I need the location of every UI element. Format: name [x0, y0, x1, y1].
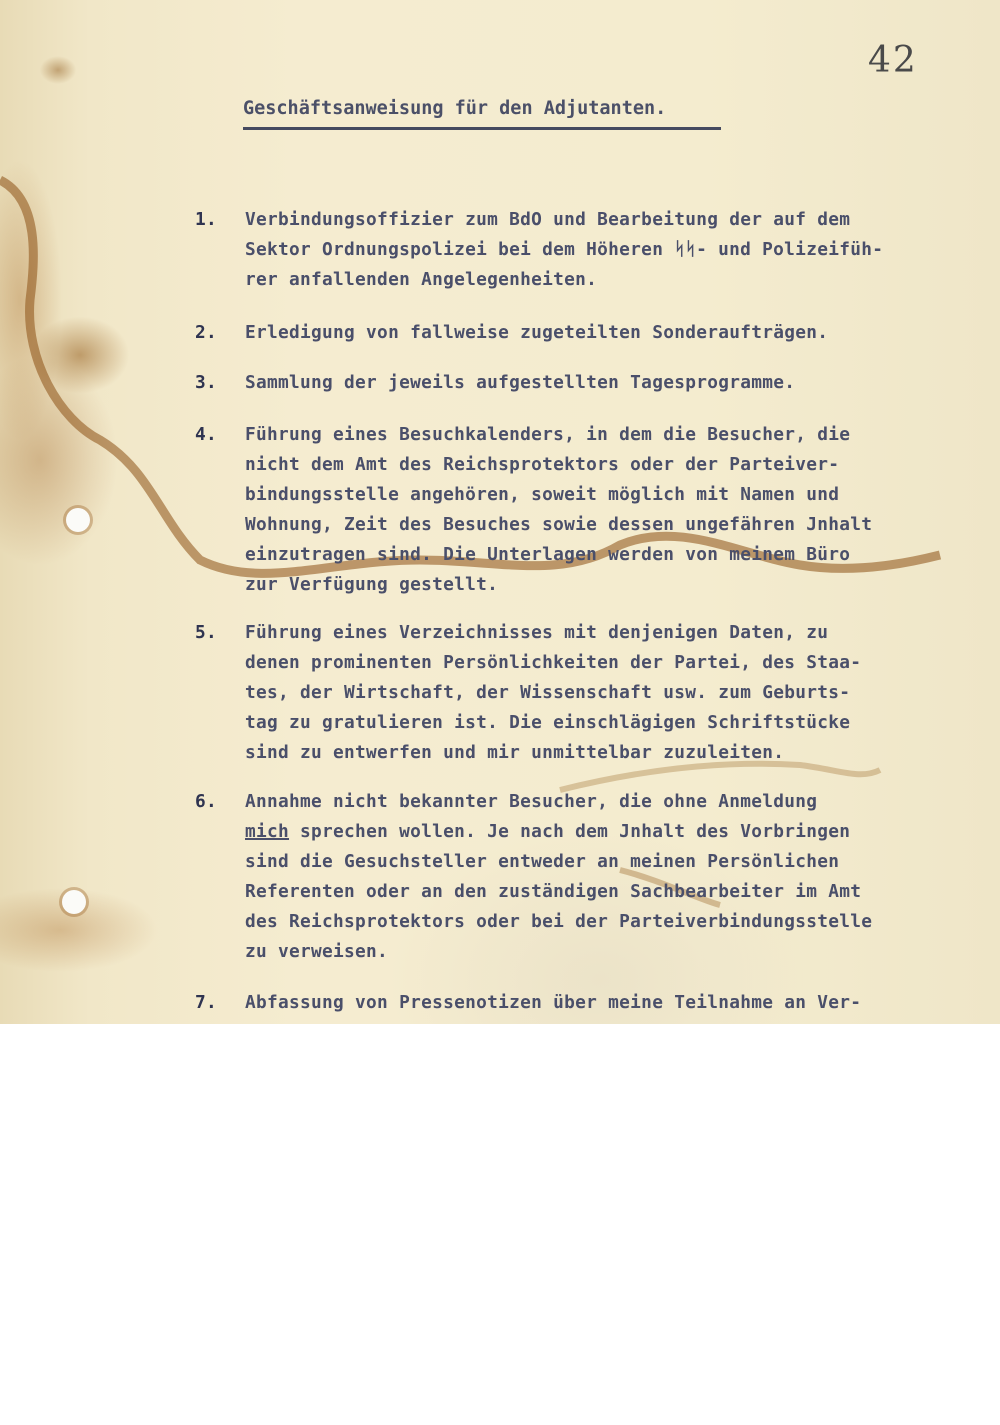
list-item: [195, 988, 975, 1018]
list-item: [195, 205, 975, 295]
item-line: Erledigung von fallweise zugeteilten Sonderaufträgen.: [245, 322, 829, 343]
title-underline: [243, 127, 721, 130]
item-line: Sektor Ordnungspolizei bei dem Höheren ᛋᛋ- und Polizeifüh-: [245, 239, 884, 260]
item-number: 6.: [195, 791, 218, 812]
item-line: zu verweisen.: [245, 941, 389, 962]
item-line: bindungsstelle angehören, soweit möglich mit Namen und: [245, 484, 840, 505]
item-line: des Reichsprotektors oder bei der Parteiverbindungsstelle: [245, 911, 873, 932]
item-line: sind die Gesuchsteller entweder an meinen Persönlichen: [245, 851, 840, 872]
document-title: Geschäftsanweisung für den Adjutanten.: [243, 98, 667, 119]
item-line: tes, der Wirtschaft, der Wissenschaft usw. zum Geburts-: [245, 682, 851, 703]
item-number: 5.: [195, 622, 218, 643]
item-line: zur Verfügung gestellt.: [245, 574, 499, 595]
punch-hole-top: [66, 508, 90, 532]
list-item: [195, 318, 975, 348]
item-line: Führung eines Besuchkalenders, in dem die Besucher, die: [245, 424, 851, 445]
underlined-word: mich: [245, 821, 290, 842]
item-line: Abfassung von Pressenotizen über meine Teilnahme an Ver-: [245, 992, 862, 1013]
list-item: [195, 618, 975, 768]
item-line: rer anfallenden Angelegenheiten.: [245, 269, 598, 290]
list-item: [195, 787, 975, 967]
item-line: Führung eines Verzeichnisses mit denjenigen Daten, zu: [245, 622, 829, 643]
item-number: 2.: [195, 322, 218, 343]
item-line-rest: sprechen wollen. Je nach dem Jnhalt des Vorbringen: [289, 821, 851, 842]
item-number: 1.: [195, 209, 218, 230]
list-item: [195, 420, 975, 600]
item-line: einzutragen sind. Die Unterlagen werden von meinem Büro: [245, 544, 851, 565]
page-number: 42: [868, 40, 918, 81]
punch-hole-bottom: [62, 890, 86, 914]
item-line: Verbindungsoffizier zum BdO und Bearbeitung der auf dem: [245, 209, 851, 230]
list-item: [195, 368, 975, 398]
item-line: Wohnung, Zeit des Besuches sowie dessen ungefähren Jnhalt: [245, 514, 873, 535]
item-line: tag zu gratulieren ist. Die einschlägigen Schriftstücke: [245, 712, 851, 733]
item-number: 3.: [195, 372, 218, 393]
item-line: nicht dem Amt des Reichsprotektors oder der Parteiver-: [245, 454, 840, 475]
item-line: denen prominenten Persönlichkeiten der Partei, des Staa-: [245, 652, 862, 673]
item-line: [245, 817, 975, 847]
item-number: 7.: [195, 992, 218, 1013]
item-line: sind zu entwerfen und mir unmittelbar zuzuleiten.: [245, 742, 785, 763]
item-line: Sammlung der jeweils aufgestellten Tagesprogramme.: [245, 372, 796, 393]
item-line: Referenten oder an den zuständigen Sachbearbeiter im Amt: [245, 881, 862, 902]
item-line: Annahme nicht bekannter Besucher, die ohne Anmeldung: [245, 791, 818, 812]
item-number: 4.: [195, 424, 218, 445]
